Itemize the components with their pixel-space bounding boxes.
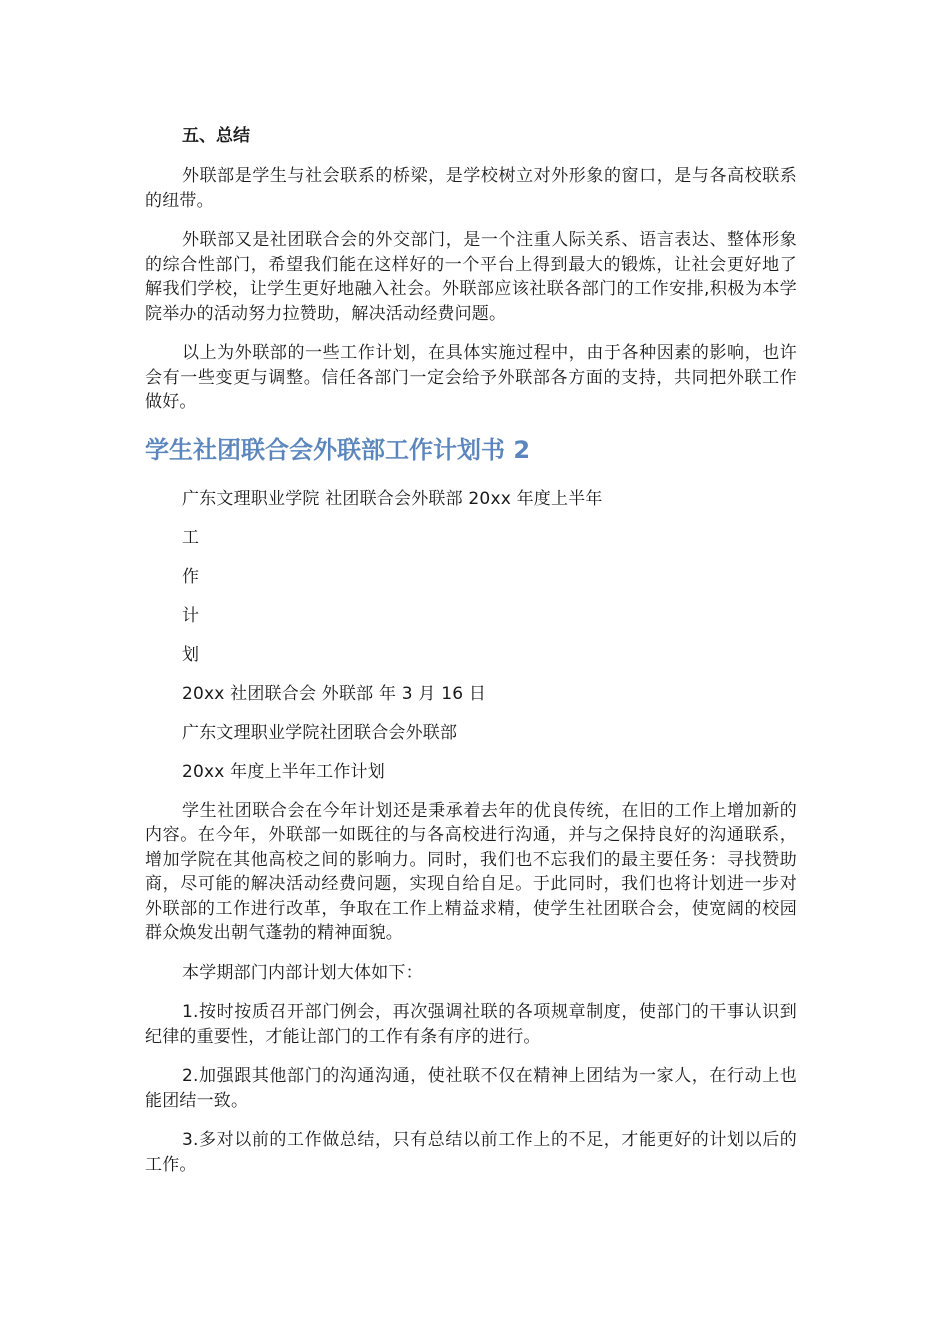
plan-paragraph-list-lead: 本学期部门内部计划大体如下： — [182, 962, 423, 983]
document-page — [145, 124, 797, 1192]
plan-item-1: 1.按时按质召开部门例会，再次强调社联的各项规章制度，使部门的干事认识到纪律的重要性，才能让部门的工作有条有序的进行。 — [145, 1002, 797, 1047]
summary-paragraph-1: 外联部是学生与社会联系的桥梁，是学校树立对外形象的窗口，是与各高校联系的纽带。 — [145, 166, 797, 211]
header-char-4: 划 — [182, 644, 200, 665]
plan-paragraph-intro: 学生社团联合会在今年计划还是秉承着去年的优良传统，在旧的工作上增加新的内容。在今年，外联部一如既往的与各高校进行沟通，并与之保持良好的沟通联系，增加学院在其他高校之间的影响力。同时，我们也不忘我们的最主要任务：寻找赞助商，尽可能的解决活动经费问题，实现自给自足。于此同时，我们也将计划进一步对外联部的工作进行改革，争取在工作上精益求精，使学生社团联合会，使宽阔的校园群众焕发出朝气蓬勃的精神面貌。 — [145, 800, 797, 943]
header-char-2: 作 — [182, 566, 200, 587]
section-heading-summary: 五、总结 — [182, 126, 250, 146]
header-line-school: 广东文理职业学院 社团联合会外联部 20xx 年度上半年 — [182, 488, 603, 509]
document-title: 学生社团联合会外联部工作计划书 2 — [145, 435, 531, 464]
summary-paragraph-2: 外联部又是社团联合会的外交部门，是一个注重人际关系、语言表达、整体形象的综合性部门，希望我们能在这样好的一个平台上得到最大的锻炼，让社会更好地了解我们学校，让学生更好地融入社会。外联部应该社联各部门的工作安排,积极为本学院举办的活动努力拉赞助，解决活动经费问题。 — [145, 230, 797, 324]
header-char-3: 计 — [182, 605, 200, 626]
header-char-1: 工 — [182, 527, 200, 548]
plan-item-2: 2.加强跟其他部门的沟通沟通，使社联不仅在精神上团结为一家人，在行动上也能团结一致。 — [145, 1066, 797, 1111]
summary-paragraph-3: 以上为外联部的一些工作计划，在具体实施过程中，由于各种因素的影响，也许会有一些变更与调整。信任各部门一定会给予外联部各方面的支持，共同把外联工作做好。 — [145, 343, 797, 412]
header-line-org: 广东文理职业学院社团联合会外联部 — [182, 722, 458, 743]
header-line-plan: 20xx 年度上半年工作计划 — [182, 761, 385, 782]
header-line-date: 20xx 社团联合会 外联部 年 3 月 16 日 — [182, 683, 487, 704]
plan-item-3: 3.多对以前的工作做总结，只有总结以前工作上的不足，才能更好的计划以后的工作。 — [145, 1130, 797, 1175]
